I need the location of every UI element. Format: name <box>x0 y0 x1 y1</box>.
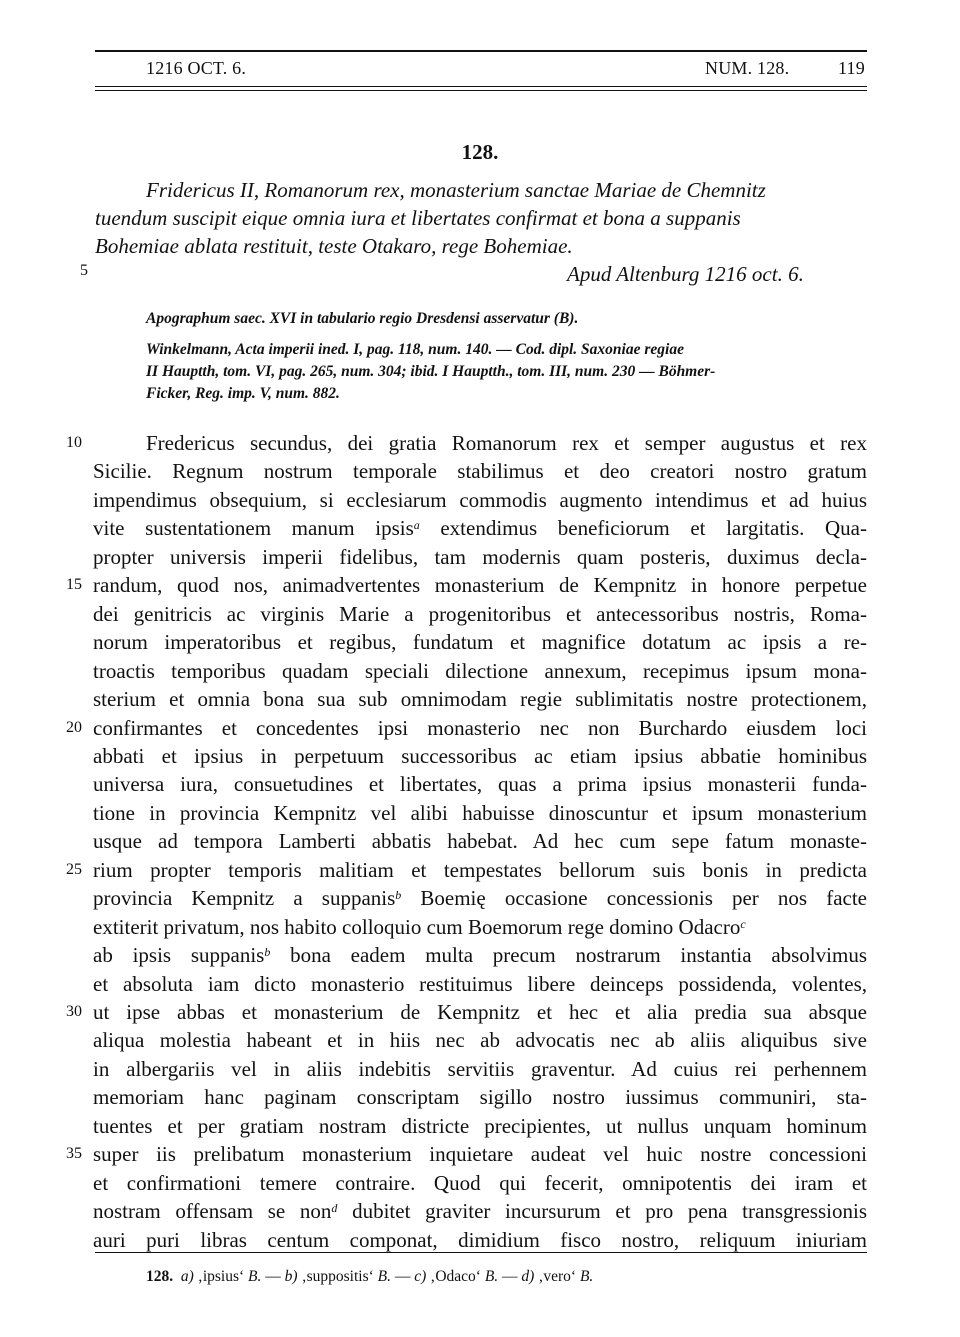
text-line-content: confirmantes et concedentes ipsi monasterio nec non Burchardo eiusdem loci <box>93 716 867 740</box>
text-line-content: troactis temporibus quadam speciali dilectione annexum, recepimus ipsum mona- <box>93 659 867 683</box>
text-line <box>93 971 867 998</box>
text-line-content: aliqua molestia habeant et in hiis nec ab advocatis nec ab aliis aliquibus sive <box>93 1028 867 1052</box>
place-date: Apud Altenburg 1216 oct. 6. <box>567 262 804 286</box>
footnote-c-mark: c) <box>414 1268 427 1285</box>
text-line-content-continued: Boemię occasione concessionis per nos facte <box>401 886 867 910</box>
footnote-a-source: B. <box>248 1268 262 1285</box>
header-doc-number: NUM. 128. <box>705 58 790 78</box>
source-note-3: II Hauptth, tom. VI, pag. 265, num. 304; ibid. I Hauptth., tom. III, num. 230 — Böhmer- <box>146 363 716 380</box>
text-line <box>93 942 867 969</box>
text-line <box>93 458 867 485</box>
text-line <box>93 601 867 628</box>
text-line <box>93 771 867 798</box>
text-line-content: tuentes et per gratiam nostram districte precipientes, ut nullus unquam hominum <box>93 1114 867 1138</box>
text-line <box>93 658 867 685</box>
source-note-4: Ficker, Reg. imp. V, num. 882. <box>146 385 340 402</box>
text-line-content: Sicilie. Regnum nostrum temporale stabilimus et deo creatori nostro gratum <box>93 459 867 483</box>
text-line-content: dei genitricis ac virginis Marie a progenitoribus et antecessoribus nostris, Roma- <box>93 602 867 626</box>
text-line-content: auri puri libras centum componat, dimidium fisco nostro, reliquum iniuriam <box>93 1228 867 1252</box>
text-line <box>93 544 867 571</box>
text-line-content: randum, quod nos, animadvertentes monasterium de Kempnitz in honore perpetue <box>93 573 867 597</box>
text-line-content: Fredericus secundus, dei gratia Romanorum rex et semper augustus et rex <box>146 431 867 455</box>
footnote-separator: — <box>261 1268 285 1285</box>
text-line-content: sterium et omnia bona sua sub omnimodam regie sublimitatis nostre protectionem, <box>93 687 867 711</box>
text-line <box>93 800 867 827</box>
text-line <box>93 1084 867 1111</box>
text-line-content: norum imperatoribus et regibus, fundatum et magnifice dotatum ac ipsis a re- <box>93 630 867 654</box>
line-number: 15 <box>66 576 82 593</box>
header-rule-bottom-2 <box>95 90 867 91</box>
text-line <box>93 828 867 855</box>
text-line <box>93 1027 867 1054</box>
text-line <box>93 1056 867 1083</box>
regest-line-2: tuendum suscipit eique omnia iura et libertates confirmat et bona a suppanis <box>95 206 741 230</box>
footnote-b-source: B. <box>377 1268 391 1285</box>
text-line <box>93 1113 867 1140</box>
footnote-reference: b <box>264 945 271 959</box>
text-line <box>93 515 867 542</box>
regest-line-3: Bohemiae ablata restituit, teste Otakaro, rege Bohemiae. <box>95 234 573 258</box>
text-line-content: ut ipse abbas et monasterium de Kempnitz et hec et alia predia sua absque <box>93 1000 867 1024</box>
line-number: 25 <box>66 861 82 878</box>
text-line-content: nostram offensam se non <box>93 1199 332 1223</box>
footnote-doc-number: 128. <box>146 1268 174 1285</box>
text-line-content: rium propter temporis malitiam et tempestates bellorum suis bonis in predicta <box>93 858 867 882</box>
text-line-content: extiterit privatum, nos habito colloquio cum Boemorum rege domino Odacro <box>93 915 741 939</box>
page-number: 119 <box>838 58 865 78</box>
text-line <box>93 1170 867 1197</box>
footnote-rule <box>95 1252 867 1253</box>
text-line-content: abbati et ipsius in perpetuum successoribus ac etiam ipsius abbatie hominibus <box>93 744 867 768</box>
footnote-reference: b <box>395 888 402 902</box>
text-line-content: et absoluta iam dicto monasterio restituimus libere deinceps possidenda, volentes, <box>93 972 867 996</box>
text-line <box>146 430 867 457</box>
line-number-5: 5 <box>80 262 88 279</box>
text-line-content: super iis prelibatum monasterium inquietare audeat vel huic nostre concessioni <box>93 1142 867 1166</box>
footnotes <box>146 1268 593 1286</box>
text-line <box>93 572 867 599</box>
document-number: 128. <box>461 140 499 164</box>
footnote-d-mark: d) <box>521 1268 535 1285</box>
text-line <box>93 1227 867 1254</box>
text-line-content: tione in provincia Kempnitz vel alibi habuisse dinoscuntur et ipsum monasterium <box>93 801 867 825</box>
header-date: 1216 OCT. 6. <box>146 58 247 78</box>
footnote-c-text: ‚Odaco‘ <box>426 1268 485 1285</box>
text-line <box>93 914 867 941</box>
text-line <box>93 629 867 656</box>
regest-line-1: Fridericus II, Romanorum rex, monasterium sanctae Mariae de Chemnitz <box>146 178 766 202</box>
text-line <box>93 715 867 742</box>
text-line <box>93 686 867 713</box>
text-line-content-continued: bona eadem multa precum nostrarum instantia absolvimus <box>270 943 867 967</box>
text-line-content-continued: extendimus beneficiorum et largitatis. Qua- <box>419 516 867 540</box>
footnote-c-source: B. <box>484 1268 499 1285</box>
source-note-2: Winkelmann, Acta imperii ined. I, pag. 118, num. 140. — Cod. dipl. Saxoniae regiae <box>146 341 684 358</box>
footnote-reference: a <box>413 518 420 532</box>
text-line-content: memoriam hanc paginam conscriptam sigillo nostro iussimus communiri, sta- <box>93 1085 867 1109</box>
footnote-reference: d <box>331 1201 338 1215</box>
text-line-content: provincia Kempnitz a suppanis <box>93 886 396 910</box>
text-line-content: et confirmationi temere contraire. Quod qui fecerit, omnipotentis dei iram et <box>93 1171 867 1195</box>
header-rule-top <box>95 50 867 52</box>
text-line-content: ab ipsis suppanis <box>93 943 265 967</box>
footnote-a-mark: a) <box>180 1268 194 1285</box>
text-line <box>93 885 867 912</box>
text-line <box>93 1141 867 1168</box>
text-line-content: impendimus obsequium, si ecclesiarum commodis augmento intendimus et ad huius <box>93 488 867 512</box>
line-number: 10 <box>66 434 82 451</box>
text-line <box>93 857 867 884</box>
source-note-1: Apographum saec. XVI in tabulario regio Dresdensi asservatur (B). <box>146 310 579 327</box>
line-number: 35 <box>66 1145 82 1162</box>
text-line-content: propter universis imperii fidelibus, tam modernis quam posteris, duximus decla- <box>93 545 867 569</box>
footnote-separator: — <box>498 1268 522 1285</box>
text-line <box>93 487 867 514</box>
text-line <box>93 743 867 770</box>
footnote-d-source: B. <box>579 1268 594 1285</box>
footnote-d-text: ‚vero‘ <box>534 1268 580 1285</box>
line-number: 30 <box>66 1003 82 1020</box>
footnote-b-text: ‚suppositis‘ <box>297 1268 378 1285</box>
footnote-a-text: ‚ipsius‘ <box>193 1268 249 1285</box>
text-line-content-continued: dubitet graviter incursurum et pro pena transgressionis <box>337 1199 867 1223</box>
text-line <box>93 1198 867 1225</box>
footnote-b-mark: b) <box>284 1268 298 1285</box>
text-line-content: in albergariis vel in aliis indebitis servitiis graventur. Ad cuius rei perhennem <box>93 1057 867 1081</box>
line-number: 20 <box>66 719 82 736</box>
footnote-separator: — <box>391 1268 415 1285</box>
text-line-content: universa iura, consuetudines et libertates, quas a prima ipsius monasterii funda- <box>93 772 867 796</box>
footnote-reference: c <box>740 917 746 931</box>
text-line-content: usque ad tempora Lamberti abbatis habebat. Ad hec cum sepe fatum monaste- <box>93 829 867 853</box>
text-line-content: vite sustentationem manum ipsis <box>93 516 414 540</box>
header-rule-bottom <box>95 86 867 87</box>
text-line <box>93 999 867 1026</box>
